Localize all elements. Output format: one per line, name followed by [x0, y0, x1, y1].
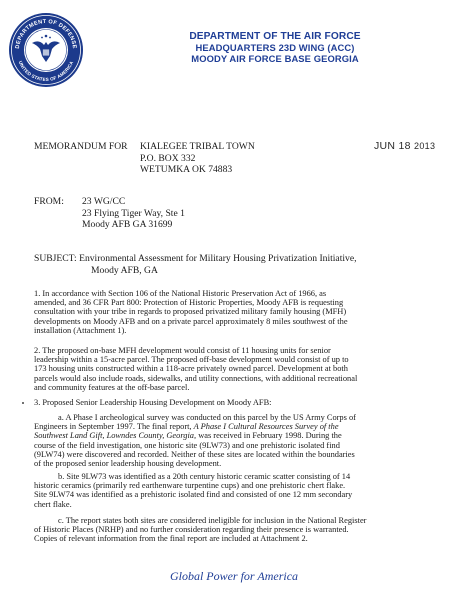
- paragraph-line: historic ceramics (primarily red earthenware turpentine cups) and one prehistoric chert flake.: [34, 481, 346, 491]
- sender-line: 23 Flying Tiger Way, Ste 1: [82, 207, 185, 219]
- paragraph-line: leadership within a 15-acre parcel. The proposed off-base development would consist of up to: [34, 355, 349, 365]
- paragraph-line: (9LW74) were discovered and recorded. Neither of these sites are located within the boundaries: [34, 449, 355, 459]
- sender-line: Moody AFB GA 31699: [82, 219, 173, 231]
- paragraph-line: consultation with your tribe in regards to proposed privatized military family housing (MFH): [34, 307, 347, 317]
- paragraph-line: Site 9LW74 was identified as a prehistoric isolated find and consisted of one 12 mm secondary: [34, 490, 353, 500]
- paragraph-line: 1. In accordance with Section 106 of the National Historic Preservation Act of 1966, as: [34, 289, 327, 298]
- letterhead-base: MOODY AIR FORCE BASE GEORGIA: [191, 53, 359, 64]
- paragraph-3-heading: 3. Proposed Senior Leadership Housing Development on Moody AFB:: [34, 398, 272, 407]
- letterhead: [140, 31, 410, 64]
- paragraph-line: [34, 422, 414, 431]
- paragraph-line: of the proposed senior leadership housing development.: [34, 459, 222, 469]
- date-stamp-day: JUN 18: [374, 140, 411, 152]
- from-label: FROM:: [34, 196, 64, 207]
- paragraph-text: Engineers in September 1997. The final report,: [34, 422, 194, 432]
- sender-line: 23 WG/CC: [82, 196, 126, 207]
- paragraph-line: and community features at the off-base parcel.: [34, 382, 190, 392]
- memorandum-for-label: MEMORANDUM FOR: [34, 141, 128, 152]
- department-of-defense-seal: [8, 12, 84, 88]
- paragraph-line: Copies of relevant information from the final report are included at Attachment 2.: [34, 534, 308, 544]
- subject-text-2: Moody AFB, GA: [91, 264, 158, 276]
- paragraph-3c: [34, 516, 414, 544]
- paragraph-line: course of the field investigation, one historic site (9LW73) and one prehistoric isolated find: [34, 440, 340, 450]
- paragraph-line: a. A Phase I archeological survey was conducted on this parcel by the US Army Corps of: [58, 413, 356, 422]
- paragraph-line: chert flake.: [34, 499, 72, 509]
- paragraph-line: c. The report states both sites are considered ineligible for inclusion in the National Register: [58, 516, 367, 525]
- letterhead-headquarters: HEADQUARTERS 23D WING (ACC): [195, 42, 355, 53]
- paragraph-2: [34, 346, 414, 392]
- date-stamp: [374, 140, 435, 152]
- date-stamp-year: 2013: [414, 141, 436, 151]
- paragraph-line: [34, 431, 414, 440]
- paragraph-line: b. Site 9LW73 was identified as a 20th century historic ceramic scatter consisting of 14: [58, 472, 351, 481]
- paragraph-3a: [34, 413, 414, 468]
- letterhead-department: DEPARTMENT OF THE AIR FORCE: [189, 31, 361, 42]
- svg-text:DEPARTMENT OF DEFENSE: DEPARTMENT OF DEFENSE: [14, 18, 78, 50]
- paragraph-line: 173 housing units constructed within a 118-acre privately owned parcel. Development at both: [34, 364, 348, 374]
- paragraph-line: parcels would also include roads, sidewalks, and utility connections, with additional recreational: [34, 373, 358, 383]
- report-title: A Phase I Cultural Resources Survey of the: [193, 422, 339, 432]
- subject-line: [34, 253, 414, 276]
- report-title: Southwest Land Gift, Lowndes County, Georgia,: [34, 431, 197, 441]
- addressee-block: [140, 141, 255, 176]
- svg-text:UNITED STATES OF AMERICA: UNITED STATES OF AMERICA: [17, 60, 75, 83]
- addressee-line: P.O. BOX 332: [140, 152, 196, 164]
- paragraph-3b: [34, 472, 414, 509]
- addressee-line: KIALEGEE TRIBAL TOWN: [140, 141, 255, 152]
- sender-block: [82, 196, 185, 231]
- paragraph-line: of Historic Places (NRHP) and no further consideration regarding their presence is warranted.: [34, 525, 349, 535]
- paragraph-line: developments on Moody AFB and on a private parcel approximately 8 miles southwest of the: [34, 316, 348, 326]
- paragraph-line: installation (Attachment 1).: [34, 325, 127, 335]
- paragraph-line: amended, and 36 CFR Part 800: Protection of Historic Properties, Moody AFB is requesting: [34, 298, 344, 308]
- addressee-line: WETUMKA OK 74883: [140, 164, 233, 176]
- paragraph-text: was received in February 1998. During the: [196, 431, 342, 441]
- footer-motto: Global Power for America: [169, 569, 299, 583]
- subject-text-1: SUBJECT: Environmental Assessment for Military Housing Privatization Initiative,: [34, 253, 357, 264]
- paragraph-line: 2. The proposed on-base MFH development would consist of 11 housing units for senior: [34, 346, 331, 355]
- paragraph-1: [34, 289, 414, 335]
- scan-speck: [22, 402, 24, 404]
